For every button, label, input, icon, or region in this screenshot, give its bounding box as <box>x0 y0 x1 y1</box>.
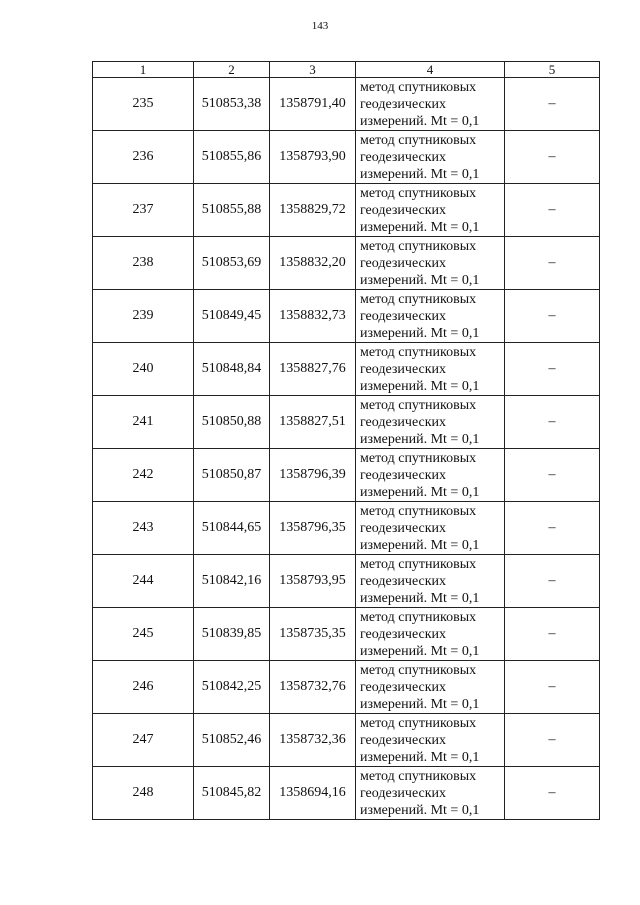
method-cell <box>356 714 505 767</box>
page-number: 143 <box>311 20 329 32</box>
x-coordinate-cell: 510842,16 <box>194 555 270 608</box>
accuracy-cell: – <box>505 131 600 184</box>
method-line: измерений. Mt = 0,1 <box>360 378 480 394</box>
point-number-cell: 242 <box>93 449 194 502</box>
table-row <box>93 290 600 343</box>
method-cell <box>356 396 505 449</box>
accuracy-cell: – <box>505 237 600 290</box>
method-line: измерений. Mt = 0,1 <box>360 802 480 818</box>
x-coordinate-cell: 510855,88 <box>194 184 270 237</box>
method-line: метод спутниковых <box>360 238 477 254</box>
y-coordinate-cell: 1358832,20 <box>270 237 356 290</box>
method-line: метод спутниковых <box>360 556 477 572</box>
y-coordinate-cell: 1358832,73 <box>270 290 356 343</box>
method-line: метод спутниковых <box>360 397 477 413</box>
method-line: метод спутниковых <box>360 768 477 784</box>
method-line: метод спутниковых <box>360 291 477 307</box>
y-coordinate-cell: 1358793,90 <box>270 131 356 184</box>
header-col-1: 1 <box>93 62 194 78</box>
method-line: измерений. Mt = 0,1 <box>360 590 480 606</box>
method-line: геодезических <box>360 732 447 748</box>
method-cell <box>356 608 505 661</box>
table-row <box>93 237 600 290</box>
accuracy-cell: – <box>505 555 600 608</box>
table-row <box>93 608 600 661</box>
table-row <box>93 502 600 555</box>
point-number-cell: 248 <box>93 767 194 820</box>
method-line: геодезических <box>360 626 447 642</box>
header-col-4: 4 <box>356 62 505 78</box>
point-number-cell: 237 <box>93 184 194 237</box>
accuracy-cell: – <box>505 449 600 502</box>
accuracy-cell: – <box>505 343 600 396</box>
method-cell <box>356 237 505 290</box>
x-coordinate-cell: 510845,82 <box>194 767 270 820</box>
table-row <box>93 343 600 396</box>
method-line: метод спутниковых <box>360 344 477 360</box>
method-cell <box>356 343 505 396</box>
method-line: измерений. Mt = 0,1 <box>360 166 480 182</box>
table-row <box>93 449 600 502</box>
accuracy-cell: – <box>505 502 600 555</box>
method-line: геодезических <box>360 361 447 377</box>
method-line: метод спутниковых <box>360 609 477 625</box>
accuracy-cell: – <box>505 714 600 767</box>
point-number-cell: 247 <box>93 714 194 767</box>
table-row <box>93 661 600 714</box>
table-row <box>93 184 600 237</box>
method-line: метод спутниковых <box>360 662 477 678</box>
x-coordinate-cell: 510855,86 <box>194 131 270 184</box>
accuracy-cell: – <box>505 290 600 343</box>
y-coordinate-cell: 1358793,95 <box>270 555 356 608</box>
y-coordinate-cell: 1358791,40 <box>270 78 356 131</box>
table-row <box>93 714 600 767</box>
y-coordinate-cell: 1358694,16 <box>270 767 356 820</box>
method-line: геодезических <box>360 255 447 271</box>
table-header-row <box>93 62 600 78</box>
method-cell <box>356 131 505 184</box>
y-coordinate-cell: 1358796,35 <box>270 502 356 555</box>
point-number-cell: 246 <box>93 661 194 714</box>
method-line: геодезических <box>360 785 447 801</box>
x-coordinate-cell: 510849,45 <box>194 290 270 343</box>
header-col-2: 2 <box>194 62 270 78</box>
accuracy-cell: – <box>505 396 600 449</box>
method-cell <box>356 661 505 714</box>
y-coordinate-cell: 1358827,51 <box>270 396 356 449</box>
method-cell <box>356 449 505 502</box>
y-coordinate-cell: 1358827,76 <box>270 343 356 396</box>
coordinates-table <box>92 61 600 820</box>
x-coordinate-cell: 510848,84 <box>194 343 270 396</box>
method-line: метод спутниковых <box>360 185 477 201</box>
accuracy-cell: – <box>505 767 600 820</box>
method-line: измерений. Mt = 0,1 <box>360 643 480 659</box>
x-coordinate-cell: 510852,46 <box>194 714 270 767</box>
method-line: метод спутниковых <box>360 132 477 148</box>
method-line: метод спутниковых <box>360 450 477 466</box>
point-number-cell: 236 <box>93 131 194 184</box>
point-number-cell: 239 <box>93 290 194 343</box>
method-cell <box>356 555 505 608</box>
method-cell <box>356 290 505 343</box>
table-row <box>93 767 600 820</box>
method-line: геодезических <box>360 96 447 112</box>
method-line: измерений. Mt = 0,1 <box>360 749 480 765</box>
method-line: измерений. Mt = 0,1 <box>360 272 480 288</box>
point-number-cell: 238 <box>93 237 194 290</box>
point-number-cell: 244 <box>93 555 194 608</box>
method-line: геодезических <box>360 520 447 536</box>
table-row <box>93 78 600 131</box>
header-col-3: 3 <box>270 62 356 78</box>
method-cell <box>356 502 505 555</box>
table-body <box>93 78 600 820</box>
y-coordinate-cell: 1358732,76 <box>270 661 356 714</box>
method-line: измерений. Mt = 0,1 <box>360 696 480 712</box>
y-coordinate-cell: 1358796,39 <box>270 449 356 502</box>
method-line: геодезических <box>360 573 447 589</box>
point-number-cell: 241 <box>93 396 194 449</box>
header-col-5: 5 <box>505 62 600 78</box>
method-line: геодезических <box>360 679 447 695</box>
method-line: геодезических <box>360 202 447 218</box>
table-row <box>93 131 600 184</box>
accuracy-cell: – <box>505 184 600 237</box>
y-coordinate-cell: 1358735,35 <box>270 608 356 661</box>
method-line: геодезических <box>360 414 447 430</box>
method-line: измерений. Mt = 0,1 <box>360 537 480 553</box>
x-coordinate-cell: 510842,25 <box>194 661 270 714</box>
method-line: измерений. Mt = 0,1 <box>360 431 480 447</box>
point-number-cell: 245 <box>93 608 194 661</box>
x-coordinate-cell: 510839,85 <box>194 608 270 661</box>
x-coordinate-cell: 510850,87 <box>194 449 270 502</box>
method-line: измерений. Mt = 0,1 <box>360 219 480 235</box>
y-coordinate-cell: 1358829,72 <box>270 184 356 237</box>
y-coordinate-cell: 1358732,36 <box>270 714 356 767</box>
method-line: метод спутниковых <box>360 503 477 519</box>
point-number-cell: 235 <box>93 78 194 131</box>
method-line: геодезических <box>360 467 447 483</box>
method-cell <box>356 767 505 820</box>
method-line: геодезических <box>360 308 447 324</box>
method-line: измерений. Mt = 0,1 <box>360 113 480 129</box>
method-cell <box>356 184 505 237</box>
table-row <box>93 396 600 449</box>
point-number-cell: 240 <box>93 343 194 396</box>
x-coordinate-cell: 510853,69 <box>194 237 270 290</box>
method-line: измерений. Mt = 0,1 <box>360 484 480 500</box>
method-line: измерений. Mt = 0,1 <box>360 325 480 341</box>
method-line: метод спутниковых <box>360 715 477 731</box>
method-line: метод спутниковых <box>360 79 477 95</box>
accuracy-cell: – <box>505 78 600 131</box>
accuracy-cell: – <box>505 608 600 661</box>
x-coordinate-cell: 510850,88 <box>194 396 270 449</box>
method-cell <box>356 78 505 131</box>
table-row <box>93 555 600 608</box>
method-line: геодезических <box>360 149 447 165</box>
point-number-cell: 243 <box>93 502 194 555</box>
x-coordinate-cell: 510844,65 <box>194 502 270 555</box>
x-coordinate-cell: 510853,38 <box>194 78 270 131</box>
accuracy-cell: – <box>505 661 600 714</box>
